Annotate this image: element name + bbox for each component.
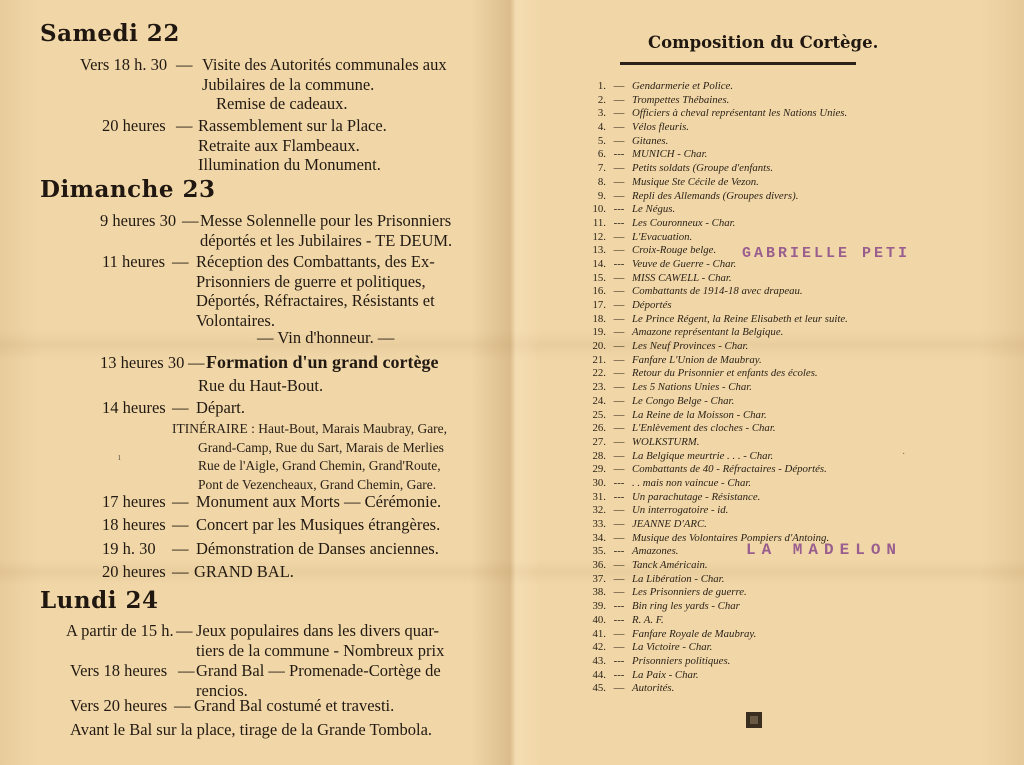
cortege-item-dash: — bbox=[613, 326, 625, 339]
cortege-item-dash: — bbox=[613, 504, 625, 517]
event-description bbox=[198, 116, 387, 175]
event-description bbox=[194, 562, 294, 582]
cortege-item-name: Croix-Rouge belge. bbox=[632, 244, 717, 257]
event-description bbox=[202, 55, 447, 114]
cortege-item bbox=[584, 148, 848, 162]
cortege-item-dash: --- bbox=[613, 216, 625, 229]
cortege-page bbox=[520, 0, 1024, 765]
cortege-item bbox=[584, 203, 848, 217]
stamp-text: GABRIELLE PETI bbox=[742, 245, 911, 262]
cortege-item-name: Fanfare Royale de Maubray. bbox=[632, 627, 757, 640]
cortege-item-name: Combattants de 1914-18 avec drapeau. bbox=[632, 285, 803, 298]
cortege-item-name: Combattants de 40 - Réfractaires - Déportés. bbox=[632, 463, 827, 476]
event-note: — Vin d'honneur. — bbox=[257, 328, 395, 347]
title-rule bbox=[620, 62, 856, 65]
cortege-item-name: Amazone représentant la Belgique. bbox=[632, 326, 784, 339]
event-time: 14 heures bbox=[102, 398, 166, 417]
day-title-dimanche: Dimanche 23 bbox=[40, 176, 216, 203]
cortege-item-dash: — bbox=[613, 312, 625, 325]
cortege-item-number: 14. bbox=[592, 257, 606, 270]
event-separator: — bbox=[176, 55, 193, 74]
event-time: 18 heures bbox=[102, 515, 166, 534]
cortege-item-dash: — bbox=[613, 244, 625, 257]
cortege-item-name: Trompettes Thébaines. bbox=[632, 93, 730, 106]
cortege-item-dash: — bbox=[613, 435, 625, 448]
cortege-item bbox=[584, 600, 848, 614]
cortege-item-number: 1. bbox=[597, 80, 606, 92]
cortege-item-name: Les Neuf Provinces - Char. bbox=[632, 340, 749, 353]
event-line: Messe Solennelle pour les Prisonniers bbox=[200, 211, 452, 230]
stamp-text: LA MADELON bbox=[746, 541, 903, 559]
cortege-item-number: 45. bbox=[592, 682, 606, 695]
cortege-item bbox=[584, 107, 848, 121]
cortege-item-dash: --- bbox=[613, 654, 625, 667]
event-description bbox=[200, 211, 452, 250]
cortege-item-number: 41. bbox=[592, 627, 606, 640]
event-line: Rassemblement sur la Place. bbox=[198, 116, 387, 135]
cortege-item-dash: --- bbox=[613, 668, 625, 681]
itinerary-line: Rue de l'Aigle, Grand Chemin, Grand'Route, bbox=[198, 458, 441, 473]
event-description bbox=[196, 661, 441, 700]
event-line: Retraite aux Flambeaux. bbox=[198, 135, 360, 155]
cortege-item-dash: --- bbox=[613, 476, 625, 489]
itinerary bbox=[172, 420, 447, 494]
event-description bbox=[198, 352, 439, 395]
cortege-item bbox=[584, 614, 848, 628]
cortege-item-dash: — bbox=[613, 134, 625, 147]
cortege-item bbox=[584, 641, 848, 655]
cortege-item-number: 2. bbox=[597, 93, 606, 106]
itinerary-line: ITINÉRAIRE : Haut-Bout, Marais Maubray, Gare, bbox=[172, 421, 448, 436]
cortege-item-name: Vélos fleuris. bbox=[632, 121, 689, 134]
cortege-item-number: 3. bbox=[597, 107, 606, 120]
cortege-item-dash: — bbox=[613, 285, 625, 298]
cortege-item-name: La Paix - Char. bbox=[632, 668, 699, 681]
day-title-samedi: Samedi 22 bbox=[40, 20, 180, 47]
event-time: Vers 18 h. 30 bbox=[80, 55, 168, 74]
event-line: Illumination du Monument. bbox=[198, 155, 381, 174]
event-line: Jeux populaires dans les divers quar- bbox=[196, 621, 439, 640]
cortege-item-dash: --- bbox=[613, 613, 625, 626]
event-time: 11 heures bbox=[102, 252, 166, 271]
ink-stamp bbox=[742, 245, 910, 262]
cortege-item-dash: — bbox=[613, 408, 625, 421]
cortege-item-dash: — bbox=[613, 641, 625, 654]
cortege-item-name: Officiers à cheval représentant les Nations Unies. bbox=[632, 107, 848, 120]
cortege-item-name: Tanck Américain. bbox=[632, 559, 708, 572]
program-page bbox=[0, 0, 500, 765]
event-time: 20 heures bbox=[102, 116, 166, 135]
event-description bbox=[196, 621, 444, 660]
cortege-item-name: Déportés bbox=[632, 299, 672, 311]
cortege-item-name: Retour du Prisonnier et enfants des écoles. bbox=[632, 367, 818, 380]
cortege-item-name: Les Prisonniers de guerre. bbox=[632, 586, 747, 599]
cortege-item bbox=[584, 176, 848, 190]
day-title-lundi: Lundi 24 bbox=[40, 587, 159, 614]
cortege-item-dash: — bbox=[613, 121, 625, 134]
cortege-item bbox=[584, 655, 848, 669]
cortege-item-number: 16. bbox=[592, 285, 606, 298]
cortege-item-number: 40. bbox=[592, 613, 606, 626]
cortege-item-dash: — bbox=[613, 107, 625, 120]
event-line: Volontaires. bbox=[196, 310, 275, 330]
cortege-item-number: 33. bbox=[592, 518, 606, 530]
cortege-item-dash: — bbox=[613, 189, 625, 202]
cortege-item bbox=[584, 573, 848, 587]
cortege-item-number: 43. bbox=[592, 654, 606, 667]
event-separator: — bbox=[172, 515, 189, 534]
event-separator: — bbox=[172, 492, 189, 511]
cortege-item-number: 18. bbox=[592, 312, 606, 325]
cortege-item-number: 25. bbox=[592, 408, 606, 421]
event-separator: — bbox=[172, 398, 189, 417]
cortege-item-name: L'Evacuation. bbox=[632, 230, 693, 243]
event-line: Grand Bal costumé et travesti. bbox=[194, 696, 395, 715]
cortege-item-dash: — bbox=[613, 162, 625, 175]
cortege-title: Composition du Cortège. bbox=[648, 33, 879, 52]
cortege-item-name: Le Congo Belge - Char. bbox=[632, 394, 735, 407]
cortege-item-name: Gendarmerie et Police. bbox=[632, 80, 734, 92]
cortege-item-dash: --- bbox=[613, 545, 625, 558]
event-description bbox=[196, 398, 245, 418]
event-line: Monument aux Morts — Cérémonie. bbox=[196, 492, 442, 511]
event-line: Concert par les Musiques étrangères. bbox=[196, 515, 441, 534]
cortege-item-name: La Reine de la Moisson - Char. bbox=[632, 408, 767, 421]
cortege-item-number: 39. bbox=[592, 600, 606, 613]
event-separator: — bbox=[178, 661, 195, 680]
cortege-item-number: 27. bbox=[592, 435, 606, 448]
cortege-item-number: 11. bbox=[592, 216, 606, 229]
cortege-item bbox=[584, 381, 848, 395]
cortege-item-number: 31. bbox=[592, 490, 606, 503]
cortege-item-dash: — bbox=[613, 559, 625, 572]
cortege-item bbox=[584, 272, 848, 286]
cortege-item bbox=[584, 340, 848, 354]
cortege-item-dash: --- bbox=[613, 600, 625, 613]
cortege-item-name: . . mais non vaincue - Char. bbox=[632, 476, 752, 489]
event-line: GRAND BAL. bbox=[194, 562, 294, 581]
cortege-item-number: 37. bbox=[592, 572, 606, 585]
cortege-item-name: Le Négus. bbox=[632, 203, 676, 216]
cortege-item bbox=[584, 682, 848, 696]
cortege-item-dash: — bbox=[613, 93, 625, 106]
cortege-item bbox=[584, 217, 848, 231]
cortege-item-name: Musique des Volontaires Pompiers d'Antoing. bbox=[632, 531, 830, 544]
cortege-item bbox=[584, 299, 848, 313]
cortege-item-dash: --- bbox=[613, 148, 625, 161]
cortege-item bbox=[584, 586, 848, 600]
cortege-item-dash: — bbox=[613, 367, 625, 380]
cortege-item-name: Repli des Allemands (Groupes divers). bbox=[632, 189, 799, 202]
cortege-item-number: 42. bbox=[592, 641, 606, 654]
cortege-item-name: La Victoire - Char. bbox=[632, 641, 713, 654]
cortege-item-number: 29. bbox=[592, 463, 606, 476]
cortege-item-number: 5. bbox=[597, 134, 606, 147]
cortege-item-name: JEANNE D'ARC. bbox=[632, 518, 707, 530]
cortege-item-name: Amazones. bbox=[632, 545, 679, 558]
cortege-item-dash: — bbox=[613, 299, 625, 311]
cortege-item bbox=[584, 628, 848, 642]
cortege-item-name: Veuve de Guerre - Char. bbox=[632, 257, 737, 270]
cortege-item bbox=[584, 504, 848, 518]
cortege-item-number: 19. bbox=[592, 326, 606, 339]
cortege-item bbox=[584, 395, 848, 409]
cortege-item-number: 12. bbox=[592, 230, 606, 243]
cortege-item-number: 4. bbox=[597, 121, 606, 134]
cortege-item-dash: — bbox=[613, 586, 625, 599]
cortege-item-dash: --- bbox=[613, 257, 625, 270]
cortege-item-number: 10. bbox=[592, 203, 606, 216]
cortege-item bbox=[584, 80, 848, 94]
cortege-item-name: Gitanes. bbox=[632, 134, 669, 147]
event-separator: — bbox=[172, 252, 189, 271]
event-time: 17 heures bbox=[102, 492, 166, 511]
cortege-item-name: Le Prince Régent, la Reine Elisabeth et leur suite. bbox=[632, 312, 848, 325]
cortege-item-dash: — bbox=[613, 381, 625, 394]
cortege-item-dash: — bbox=[613, 531, 625, 544]
ornament-icon bbox=[746, 712, 762, 728]
cortege-item-number: 26. bbox=[592, 422, 606, 435]
ink-stamp bbox=[746, 541, 902, 559]
event-time: Vers 18 heures bbox=[70, 661, 168, 680]
cortege-item-number: 13. bbox=[592, 244, 606, 257]
event-time: 19 h. 30 bbox=[102, 539, 156, 558]
event-line: Prisonniers de guerre et politiques, bbox=[196, 271, 426, 291]
cortege-item-dash: — bbox=[613, 463, 625, 476]
cortege-item-name: MUNICH - Char. bbox=[632, 148, 708, 161]
cortege-item bbox=[584, 354, 848, 368]
event-line: Démonstration de Danses anciennes. bbox=[196, 539, 439, 558]
cortege-item bbox=[584, 313, 848, 327]
cortege-item-number: 30. bbox=[592, 476, 606, 489]
cortege-item-dash: — bbox=[613, 271, 625, 284]
cortege-item bbox=[584, 422, 848, 436]
event-line: Visite des Autorités communales aux bbox=[202, 55, 447, 74]
cortege-item bbox=[584, 162, 848, 176]
event-line: Réception des Combattants, des Ex- bbox=[196, 252, 435, 271]
cortege-item-number: 9. bbox=[597, 189, 606, 202]
cortege-item-number: 15. bbox=[592, 271, 606, 284]
cortege-item-name: Un interrogatoire - id. bbox=[632, 504, 729, 517]
cortege-item-number: 17. bbox=[592, 299, 606, 311]
cortege-item-number: 20. bbox=[592, 340, 606, 353]
cortege-item-dash: — bbox=[613, 80, 625, 92]
cortege-item-dash: — bbox=[613, 682, 625, 695]
cortege-item-number: 34. bbox=[592, 531, 606, 544]
cortege-item-name: Musique Ste Cécile de Vezon. bbox=[632, 175, 759, 188]
cortege-item-name: WOLKSTURM. bbox=[632, 435, 700, 448]
cortege-item-number: 32. bbox=[592, 504, 606, 517]
event-line: Rue du Haut-Bout. bbox=[198, 375, 324, 395]
event-line: Remise de cadeaux. bbox=[216, 94, 348, 113]
event-separator: — bbox=[188, 353, 205, 372]
cortege-item bbox=[584, 367, 848, 381]
cortege-item-number: 6. bbox=[597, 148, 606, 161]
cortege-item-name: La Belgique meurtrie . . . - Char. bbox=[632, 449, 774, 462]
cortege-item bbox=[584, 326, 848, 340]
event-line: déportés et les Jubilaires - TE DEUM. bbox=[200, 230, 453, 250]
event-time: A partir de 15 h. bbox=[66, 621, 174, 640]
cortege-item-name: La Libération - Char. bbox=[632, 572, 725, 585]
cortege-item bbox=[584, 94, 848, 108]
cortege-item-name: R. A. F. bbox=[632, 613, 664, 626]
cortege-item-name: Les 5 Nations Unies - Char. bbox=[632, 381, 752, 394]
cortege-item-name: Autorités. bbox=[632, 682, 675, 695]
cortege-item bbox=[584, 121, 848, 135]
cortege-item-dash: — bbox=[613, 353, 625, 366]
event-separator: — bbox=[174, 696, 191, 715]
event-time: 20 heures bbox=[102, 562, 166, 581]
event-description bbox=[196, 515, 440, 535]
cortege-item-dash: --- bbox=[613, 490, 625, 503]
cortege-item-dash: — bbox=[613, 230, 625, 243]
cortege-item-name: Prisonniers politiques. bbox=[632, 654, 731, 667]
event-separator: — bbox=[172, 539, 189, 558]
event-separator: — bbox=[176, 116, 193, 135]
cortege-item-dash: — bbox=[613, 175, 625, 188]
cortege-item-dash: — bbox=[613, 340, 625, 353]
event-separator: — bbox=[176, 621, 193, 640]
cortege-item bbox=[584, 491, 848, 505]
event-line: Jubilaires de la commune. bbox=[202, 74, 375, 94]
cortege-item bbox=[584, 436, 848, 450]
cortege-item-dash: — bbox=[613, 422, 625, 435]
cortege-item-number: 8. bbox=[597, 175, 606, 188]
event-description bbox=[196, 252, 435, 330]
cortege-item-number: 28. bbox=[592, 449, 606, 462]
cortege-item bbox=[584, 669, 848, 683]
cortege-item-dash: — bbox=[613, 518, 625, 530]
cortege-item-number: 7. bbox=[597, 162, 606, 175]
cortege-item-dash: — bbox=[613, 572, 625, 585]
cortege-item-number: 24. bbox=[592, 394, 606, 407]
cortege-item-number: 36. bbox=[592, 559, 606, 572]
cortege-item-name: Petits soldats (Groupe d'enfants. bbox=[632, 162, 774, 175]
cortege-item-dash: — bbox=[613, 394, 625, 407]
event-line: rencios. bbox=[196, 680, 248, 700]
cortege-item-number: 35. bbox=[592, 545, 606, 558]
cortege-item-number: 21. bbox=[592, 353, 606, 366]
cortege-item-number: 22. bbox=[592, 367, 606, 380]
event-time: 9 heures 30 bbox=[100, 211, 177, 230]
event-separator: — bbox=[172, 562, 189, 581]
cortege-item-name: Fanfare L'Union de Maubray. bbox=[632, 353, 762, 366]
event-line: tiers de la commune - Nombreux prix bbox=[196, 640, 445, 660]
event-line: Déportés, Réfractaires, Résistants et bbox=[196, 291, 435, 310]
event-time: Vers 20 heures bbox=[70, 696, 168, 715]
cortege-item-number: 23. bbox=[592, 381, 606, 394]
itinerary-line: Grand-Camp, Rue du Sart, Marais de Merlies bbox=[198, 439, 444, 455]
event-time: 13 heures 30 bbox=[100, 353, 185, 372]
event-line: Grand Bal — Promenade-Cortège de bbox=[196, 661, 441, 680]
cortege-item bbox=[584, 285, 848, 299]
cortege-item-name: Les Couronneux - Char. bbox=[632, 216, 736, 229]
cortege-item bbox=[584, 409, 848, 423]
ink-mark: ı bbox=[118, 452, 121, 463]
cortege-item-number: 38. bbox=[592, 586, 606, 599]
cortege-item-name: L'Enlèvement des cloches - Char. bbox=[632, 422, 776, 435]
event-description bbox=[194, 696, 394, 716]
event-line: Formation d'un grand cortège bbox=[206, 352, 439, 372]
cortege-item bbox=[584, 559, 848, 573]
ink-mark: · bbox=[902, 449, 906, 460]
event-line: Départ. bbox=[196, 398, 246, 417]
cortege-item bbox=[584, 450, 848, 464]
cortege-item-name: Un parachutage - Résistance. bbox=[632, 490, 761, 503]
cortege-item bbox=[584, 477, 848, 491]
cortege-item bbox=[584, 463, 848, 477]
event-note: Avant le Bal sur la place, tirage de la Grande Tombola. bbox=[70, 720, 433, 739]
cortege-list bbox=[584, 80, 848, 696]
cortege-item-dash: --- bbox=[613, 203, 625, 216]
cortege-item-name: MISS CAWELL - Char. bbox=[632, 271, 732, 284]
cortege-item-dash: — bbox=[613, 627, 625, 640]
cortege-item-number: 44. bbox=[592, 668, 606, 681]
event-description bbox=[196, 539, 439, 559]
itinerary-line: Pont de Vezencheaux, Grand Chemin, Gare. bbox=[198, 476, 437, 492]
cortege-item bbox=[584, 231, 848, 245]
cortege-item bbox=[584, 190, 848, 204]
event-separator: — bbox=[182, 211, 199, 230]
event-description bbox=[196, 492, 441, 512]
cortege-item-name: Bin ring les yards - Char bbox=[632, 600, 740, 613]
cortege-item bbox=[584, 135, 848, 149]
cortege-item bbox=[584, 518, 848, 532]
cortege-item-dash: — bbox=[613, 449, 625, 462]
